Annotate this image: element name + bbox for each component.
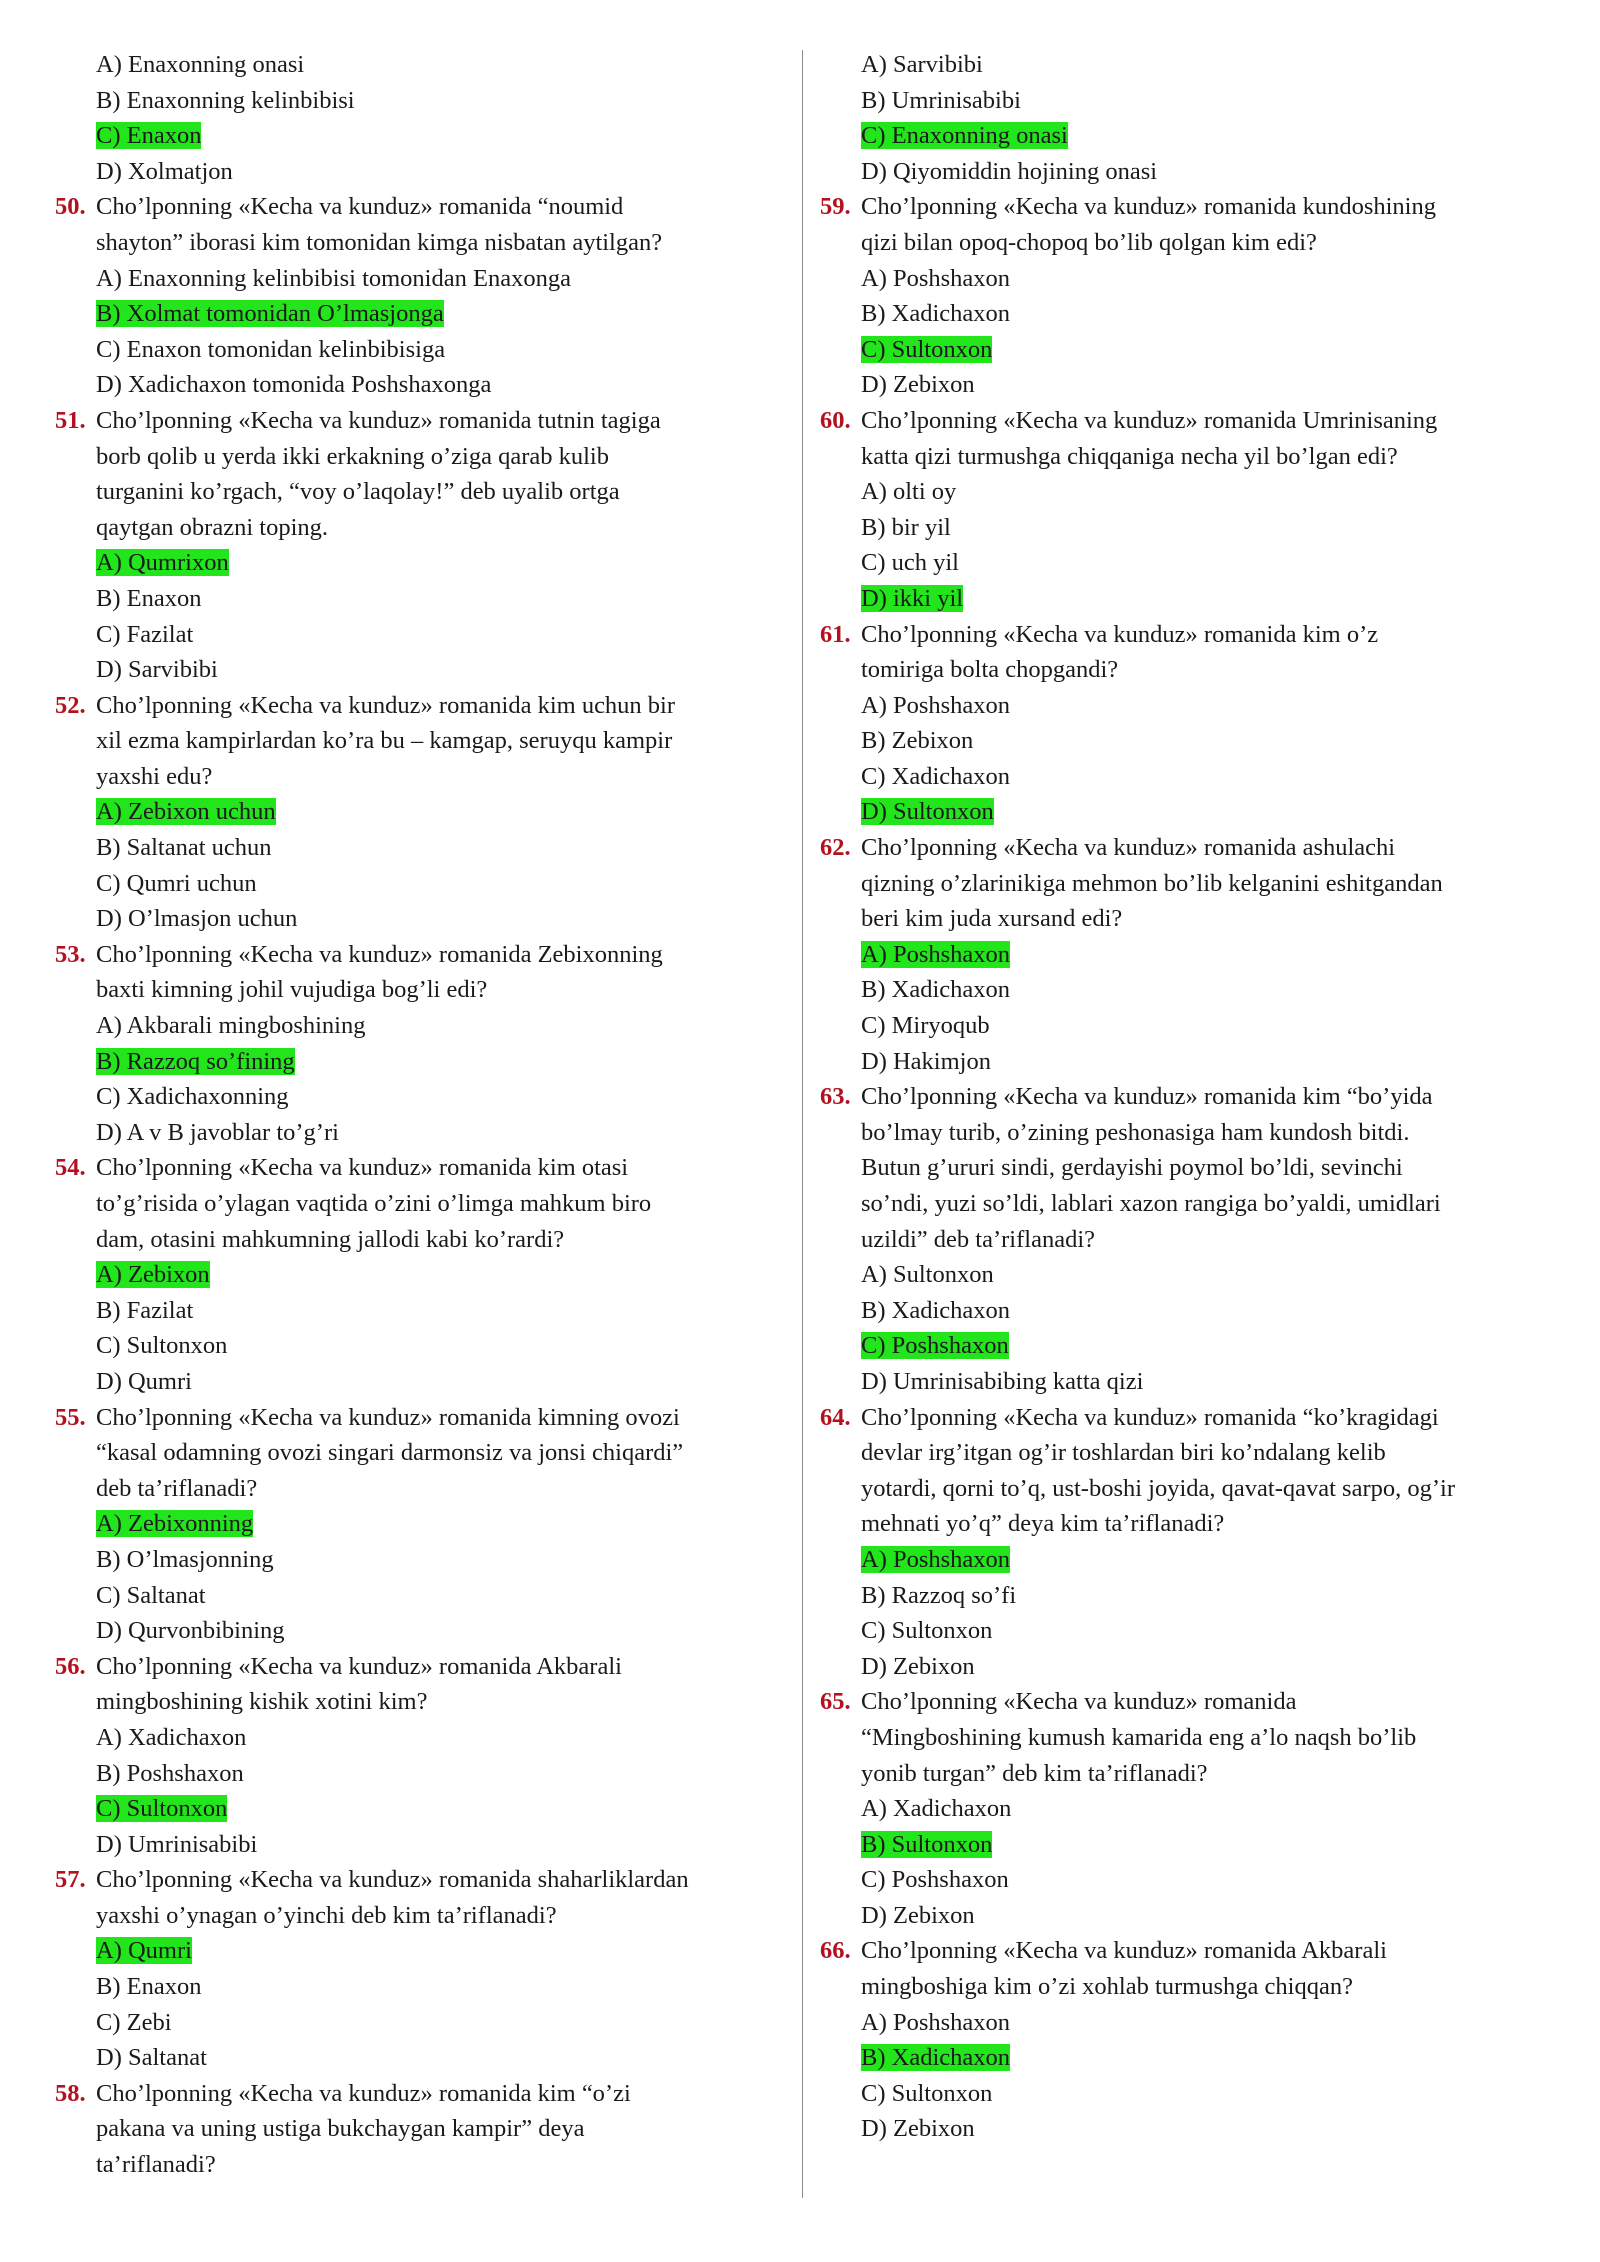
answer-option: [817, 510, 1537, 546]
question-text: pakana va uning ustiga bukchaygan kampir” deya: [96, 2115, 585, 2143]
question-text-line: [817, 617, 1537, 653]
option-text: A) Xadichaxon: [861, 1795, 1012, 1823]
option-text: B) O’lmasjonning: [96, 1545, 274, 1573]
answer-option: [817, 1257, 1537, 1293]
option-text: B) Xadichaxon: [861, 300, 1010, 328]
answer-option: [52, 1364, 772, 1400]
question-number: 56.: [55, 1652, 86, 1680]
question-block: [52, 937, 772, 1151]
question-text-line: [52, 403, 772, 439]
question-text-line: [52, 439, 772, 475]
option-text: B) Sultonxon: [861, 1830, 993, 1858]
question-text: beri kim juda xursand edi?: [861, 905, 1123, 933]
option-text: D) Qumri: [96, 1367, 192, 1395]
answer-option-correct: [817, 332, 1537, 368]
question-text-line: [817, 1720, 1537, 1756]
answer-option-correct: [817, 937, 1537, 973]
option-text: B) Umrinisabibi: [861, 86, 1021, 114]
question-text-line: [817, 1079, 1537, 1115]
question-text-line: [52, 2111, 772, 2147]
answer-option-correct: [52, 1933, 772, 1969]
answer-option-correct: [817, 1827, 1537, 1863]
answer-option: [52, 1827, 772, 1863]
question-text-line: [52, 1150, 772, 1186]
question-text: tomiriga bolta chopgandi?: [861, 656, 1119, 684]
answer-option: [52, 332, 772, 368]
question-number: 53.: [55, 940, 86, 968]
option-text: B) Fazilat: [96, 1296, 194, 1324]
option-text: A) Poshshaxon: [861, 1545, 1011, 1573]
question-text: qizning o’zlarinikiga mehmon bo’lib kelganini eshitgandan: [861, 869, 1443, 897]
option-text: B) Zebixon: [861, 727, 974, 755]
answer-option: [52, 830, 772, 866]
column-divider: [802, 50, 803, 2198]
answer-option: [52, 367, 772, 403]
question-text: Cho’lponning «Kecha va kunduz» romanida kim “o’zi: [96, 2079, 631, 2107]
answer-option: [52, 154, 772, 190]
answer-option: [817, 1613, 1537, 1649]
answer-option: [817, 972, 1537, 1008]
option-text: A) Sultonxon: [861, 1261, 994, 1289]
question-text: baxti kimning johil vujudiga bog’li edi?: [96, 976, 488, 1004]
question-block: [817, 189, 1537, 403]
question-text: mehnati yo’q” deya kim ta’riflanadi?: [861, 1510, 1225, 1538]
question-number: 65.: [820, 1688, 851, 1716]
question-text: borb qolib u yerda ikki erkakning o’ziga qarab kulib: [96, 442, 609, 470]
option-text: A) Enaxonning onasi: [96, 51, 305, 78]
question-text-line: [817, 1115, 1537, 1151]
answer-option: [817, 367, 1537, 403]
answer-option: [52, 261, 772, 297]
question-number: 60.: [820, 406, 851, 434]
option-text: D) Xadichaxon tomonida Poshshaxonga: [96, 371, 492, 399]
option-text: A) Zebixon uchun: [96, 798, 276, 826]
question-number: 58.: [55, 2079, 86, 2107]
option-text: A) Qumri: [96, 1937, 192, 1965]
option-text: C) Saltanat: [96, 1581, 206, 1609]
question-block: [52, 688, 772, 937]
option-text: A) Sarvibibi: [861, 51, 983, 78]
question-text: yaxshi edu?: [96, 762, 213, 790]
option-text: B) Saltanat uchun: [96, 834, 272, 862]
answer-option-correct: [52, 1257, 772, 1293]
question-block: [817, 1933, 1537, 2147]
question-text: xil ezma kampirlardan ko’ra bu – kamgap, seruyqu kampir: [96, 727, 673, 755]
question-number: 50.: [55, 193, 86, 221]
question-text: Cho’lponning «Kecha va kunduz» romanida kim o’z: [861, 620, 1379, 648]
question-text-line: [817, 1150, 1537, 1186]
answer-option: [52, 1578, 772, 1614]
question-text-line: [817, 439, 1537, 475]
question-text-line: [52, 2147, 772, 2183]
answer-option-correct: [817, 2040, 1537, 2076]
question-number: 57.: [55, 1866, 86, 1894]
question-text-line: [817, 403, 1537, 439]
question-text: Cho’lponning «Kecha va kunduz» romanida kimning ovozi: [96, 1403, 680, 1431]
answer-option: [817, 1293, 1537, 1329]
answer-option: [817, 1578, 1537, 1614]
question-text: so’ndi, yuzi so’ldi, lablari xazon rangiga bo’yaldi, umidlari: [861, 1190, 1441, 1217]
question-text: Cho’lponning «Kecha va kunduz» romanida kim otasi: [96, 1154, 629, 1182]
answer-option: [817, 47, 1537, 83]
question-text: to’g’risida o’ylagan vaqtida o’zini o’limga mahkum biro: [96, 1190, 652, 1217]
option-text: C) Xadichaxon: [861, 762, 1010, 790]
option-text: A) Poshshaxon: [861, 940, 1011, 968]
question-block: [52, 1862, 772, 2076]
answer-option: [52, 1079, 772, 1115]
question-text: Cho’lponning «Kecha va kunduz» romanida shaharliklardan: [96, 1866, 689, 1894]
question-text-line: [52, 1684, 772, 1720]
answer-option: [817, 2111, 1537, 2147]
question-text-line: [817, 189, 1537, 225]
option-text: B) Xadichaxon: [861, 2044, 1010, 2072]
answer-option-correct: [817, 118, 1537, 154]
option-text: D) Sultonxon: [861, 798, 994, 826]
question-text-line: [52, 1471, 772, 1507]
answer-option: [52, 1328, 772, 1364]
question-number: 64.: [820, 1403, 851, 1431]
question-number: 66.: [820, 1937, 851, 1965]
option-text: B) Xadichaxon: [861, 1296, 1010, 1324]
question-text: dam, otasini mahkumning jallodi kabi ko’rardi?: [96, 1225, 565, 1253]
question-text-line: [52, 2076, 772, 2112]
question-text-line: [817, 1969, 1537, 2005]
question-text: “kasal odamning ovozi singari darmonsiz va jonsi chiqardi”: [96, 1439, 684, 1467]
option-text: B) bir yil: [861, 513, 951, 541]
option-text: A) Poshshaxon: [861, 264, 1011, 292]
answer-option: [817, 1862, 1537, 1898]
question-text-line: [817, 1400, 1537, 1436]
answer-option: [817, 545, 1537, 581]
question-text-line: [52, 225, 772, 261]
question-text-line: [817, 866, 1537, 902]
question-text-line: [52, 723, 772, 759]
question-block: [817, 403, 1537, 617]
question-text: qaytgan obrazni toping.: [96, 513, 329, 541]
question-text: Cho’lponning «Kecha va kunduz» romanida Zebixonning: [96, 940, 663, 968]
question-text-line: [52, 189, 772, 225]
option-text: C) Poshshaxon: [861, 1866, 1009, 1894]
option-text: C) Enaxon tomonidan kelinbibisiga: [96, 335, 446, 363]
answer-option-correct: [817, 794, 1537, 830]
answer-option-correct: [817, 581, 1537, 617]
question-text-line: [52, 510, 772, 546]
answer-option: [817, 83, 1537, 119]
option-text: C) Enaxon: [96, 122, 202, 150]
question-text-line: [817, 1186, 1537, 1222]
option-text: D) ikki yil: [861, 584, 964, 612]
question-block: [817, 47, 1537, 189]
answer-option: [52, 1293, 772, 1329]
question-number: 63.: [820, 1083, 851, 1111]
option-text: B) Xadichaxon: [861, 976, 1010, 1004]
question-block: [52, 1649, 772, 1863]
question-number: 59.: [820, 193, 851, 221]
answer-option: [817, 2076, 1537, 2112]
question-text: shayton” iborasi kim tomonidan kimga nisbatan aytilgan?: [96, 228, 663, 256]
option-text: D) Hakimjon: [861, 1047, 991, 1075]
option-text: A) Enaxonning kelinbibisi tomonidan Enaxonga: [96, 264, 571, 292]
option-text: A) Poshshaxon: [861, 691, 1011, 719]
option-text: B) Enaxon: [96, 1973, 202, 2001]
question-number: 62.: [820, 834, 851, 862]
option-text: D) A v B javoblar to’g’ri: [96, 1118, 339, 1146]
question-text-line: [817, 1435, 1537, 1471]
option-text: B) Poshshaxon: [96, 1759, 244, 1787]
answer-option: [817, 1364, 1537, 1400]
question-text-line: [817, 1756, 1537, 1792]
question-number: 52.: [55, 691, 86, 719]
answer-option: [817, 1649, 1537, 1685]
answer-option-correct: [52, 794, 772, 830]
option-text: A) Zebixon: [96, 1261, 210, 1289]
question-text-line: [52, 1649, 772, 1685]
option-text: A) Zebixonning: [96, 1510, 254, 1538]
option-text: D) Umrinisabibing katta qizi: [861, 1367, 1144, 1395]
option-text: D) Qiyomiddin hojining onasi: [861, 157, 1158, 185]
option-text: C) Zebi: [96, 2008, 172, 2036]
option-text: D) Zebixon: [861, 371, 975, 399]
question-text-line: [52, 759, 772, 795]
question-text: “Mingboshining kumush kamarida eng a’lo naqsh bo’lib: [861, 1723, 1417, 1751]
answer-option: [817, 1898, 1537, 1934]
answer-option: [52, 1115, 772, 1151]
question-text: katta qizi turmushga chiqqaniga necha yil bo’lgan edi?: [861, 442, 1398, 470]
option-text: C) Fazilat: [96, 620, 194, 648]
question-block: [52, 189, 772, 403]
answer-option: [817, 759, 1537, 795]
answer-option: [52, 652, 772, 688]
question-text: turganini ko’rgach, “voy o’laqolay!” deb uyalib ortga: [96, 478, 620, 506]
question-text: qizi bilan opoq-chopoq bo’lib qolgan kim edi?: [861, 228, 1317, 256]
option-text: D) Zebixon: [861, 1652, 975, 1680]
answer-option: [52, 901, 772, 937]
question-text: yonib turgan” deb kim ta’riflanadi?: [861, 1759, 1208, 1787]
question-text: Cho’lponning «Kecha va kunduz» romanida Umrinisaning: [861, 406, 1438, 434]
right-column: [817, 47, 1537, 2147]
answer-option: [52, 47, 772, 83]
option-text: C) Sultonxon: [861, 2079, 993, 2107]
answer-option: [52, 1720, 772, 1756]
question-text: Cho’lponning «Kecha va kunduz» romanida “ko’kragidagi: [861, 1403, 1439, 1431]
question-text: uzildi” deb ta’riflanadi?: [861, 1225, 1095, 1253]
answer-option-correct: [52, 1044, 772, 1080]
option-text: B) Xolmat tomonidan O’lmasjonga: [96, 300, 444, 328]
question-text: mingboshining kishik xotini kim?: [96, 1688, 428, 1716]
question-number: 55.: [55, 1403, 86, 1431]
question-text-line: [817, 1933, 1537, 1969]
answer-option-correct: [52, 1506, 772, 1542]
answer-option: [817, 474, 1537, 510]
answer-option: [52, 1542, 772, 1578]
option-text: B) Enaxon: [96, 584, 202, 612]
answer-option: [817, 261, 1537, 297]
answer-option: [52, 1756, 772, 1792]
option-text: B) Razzoq so’fi: [861, 1581, 1017, 1609]
answer-option: [52, 2040, 772, 2076]
answer-option: [817, 1044, 1537, 1080]
option-text: C) Miryoqub: [861, 1012, 990, 1040]
option-text: A) olti oy: [861, 478, 957, 506]
answer-option: [52, 1613, 772, 1649]
question-block: [52, 2076, 772, 2183]
question-text-line: [52, 1898, 772, 1934]
question-block: [817, 1079, 1537, 1399]
option-text: C) Sultonxon: [96, 1332, 228, 1360]
option-text: C) Enaxonning onasi: [861, 122, 1068, 150]
question-text-line: [817, 830, 1537, 866]
option-text: D) O’lmasjon uchun: [96, 905, 298, 933]
question-text-line: [52, 1186, 772, 1222]
answer-option: [52, 83, 772, 119]
option-text: D) Zebixon: [861, 2115, 975, 2143]
question-number: 54.: [55, 1154, 86, 1182]
answer-option: [52, 1969, 772, 2005]
answer-option: [52, 2005, 772, 2041]
question-text-line: [817, 652, 1537, 688]
option-text: A) Poshshaxon: [861, 2008, 1011, 2036]
question-block: [817, 617, 1537, 831]
answer-option: [817, 1791, 1537, 1827]
answer-option-correct: [52, 296, 772, 332]
answer-option: [52, 617, 772, 653]
answer-option: [817, 2005, 1537, 2041]
option-text: D) Saltanat: [96, 2044, 207, 2072]
question-number: 51.: [55, 406, 86, 434]
option-text: C) Sultonxon: [96, 1795, 228, 1823]
question-text-line: [52, 937, 772, 973]
option-text: B) Razzoq so’fining: [96, 1047, 295, 1075]
question-text: Cho’lponning «Kecha va kunduz» romanida kim uchun bir: [96, 691, 676, 719]
option-text: D) Qurvonbibining: [96, 1617, 285, 1645]
option-text: D) Xolmatjon: [96, 157, 233, 185]
answer-option: [817, 688, 1537, 724]
question-text-line: [817, 1684, 1537, 1720]
answer-option: [52, 581, 772, 617]
question-number: 61.: [820, 620, 851, 648]
option-text: C) Xadichaxonning: [96, 1083, 289, 1111]
answer-option: [52, 866, 772, 902]
question-text: Butun g’ururi sindi, gerdayishi poymol bo’ldi, sevinchi: [861, 1154, 1403, 1182]
option-text: D) Umrinisabibi: [96, 1830, 258, 1858]
left-column: [52, 47, 772, 2183]
option-text: C) uch yil: [861, 549, 959, 577]
question-text-line: [817, 1471, 1537, 1507]
question-block: [52, 47, 772, 189]
question-text-line: [52, 1222, 772, 1258]
question-text-line: [817, 1222, 1537, 1258]
question-text-line: [817, 1506, 1537, 1542]
question-text: bo’lmay turib, o’zining peshonasiga ham kundosh bitdi.: [861, 1118, 1410, 1146]
question-text-line: [52, 688, 772, 724]
question-text: Cho’lponning «Kecha va kunduz» romanida ashulachi: [861, 834, 1396, 862]
question-text-line: [52, 972, 772, 1008]
question-text: devlar irg’itgan og’ir toshlardan biri ko’ndalang kelib: [861, 1439, 1386, 1467]
option-text: A) Xadichaxon: [96, 1723, 247, 1751]
question-text: yotardi, qorni to’q, ust-boshi joyida, qavat-qavat sarpo, og’ir: [861, 1474, 1455, 1502]
answer-option: [817, 154, 1537, 190]
answer-option-correct: [52, 118, 772, 154]
question-block: [52, 403, 772, 688]
question-text-line: [817, 901, 1537, 937]
question-text: Cho’lponning «Kecha va kunduz» romanida: [861, 1688, 1297, 1716]
answer-option-correct: [52, 1791, 772, 1827]
answer-option: [817, 1008, 1537, 1044]
answer-option: [817, 723, 1537, 759]
option-text: D) Zebixon: [861, 1901, 975, 1929]
option-text: D) Sarvibibi: [96, 656, 218, 684]
option-text: C) Sultonxon: [861, 1617, 993, 1645]
question-text: yaxshi o’ynagan o’yinchi deb kim ta’riflanadi?: [96, 1901, 557, 1929]
option-text: A) Qumrixon: [96, 549, 229, 577]
question-text-line: [817, 225, 1537, 261]
question-text: Cho’lponning «Kecha va kunduz» romanida tutnin tagiga: [96, 406, 661, 434]
question-text: deb ta’riflanadi?: [96, 1474, 258, 1502]
answer-option-correct: [52, 545, 772, 581]
question-text: Cho’lponning «Kecha va kunduz» romanida kim “bo’yida: [861, 1083, 1433, 1111]
question-text-line: [52, 1862, 772, 1898]
option-text: B) Enaxonning kelinbibisi: [96, 86, 355, 114]
question-text: ta’riflanadi?: [96, 2151, 216, 2179]
question-text: Cho’lponning «Kecha va kunduz» romanida Akbarali: [861, 1937, 1387, 1965]
answer-option-correct: [817, 1328, 1537, 1364]
option-text: A) Akbarali mingboshining: [96, 1012, 366, 1040]
question-text-line: [52, 474, 772, 510]
question-block: [817, 830, 1537, 1079]
question-text: Cho’lponning «Kecha va kunduz» romanida Akbarali: [96, 1652, 622, 1680]
option-text: C) Qumri uchun: [96, 869, 257, 897]
question-text-line: [52, 1435, 772, 1471]
option-text: C) Sultonxon: [861, 335, 993, 363]
answer-option-correct: [817, 1542, 1537, 1578]
question-text: Cho’lponning «Kecha va kunduz» romanida “noumid: [96, 193, 624, 221]
question-block: [52, 1150, 772, 1399]
question-text: mingboshiga kim o’zi xohlab turmushga chiqqan?: [861, 1973, 1353, 2001]
answer-option: [52, 1008, 772, 1044]
question-block: [817, 1400, 1537, 1685]
question-block: [817, 1684, 1537, 1933]
question-text: Cho’lponning «Kecha va kunduz» romanida kundoshining: [861, 193, 1436, 221]
answer-option: [817, 296, 1537, 332]
option-text: C) Poshshaxon: [861, 1332, 1009, 1360]
question-text-line: [52, 1400, 772, 1436]
question-block: [52, 1400, 772, 1649]
